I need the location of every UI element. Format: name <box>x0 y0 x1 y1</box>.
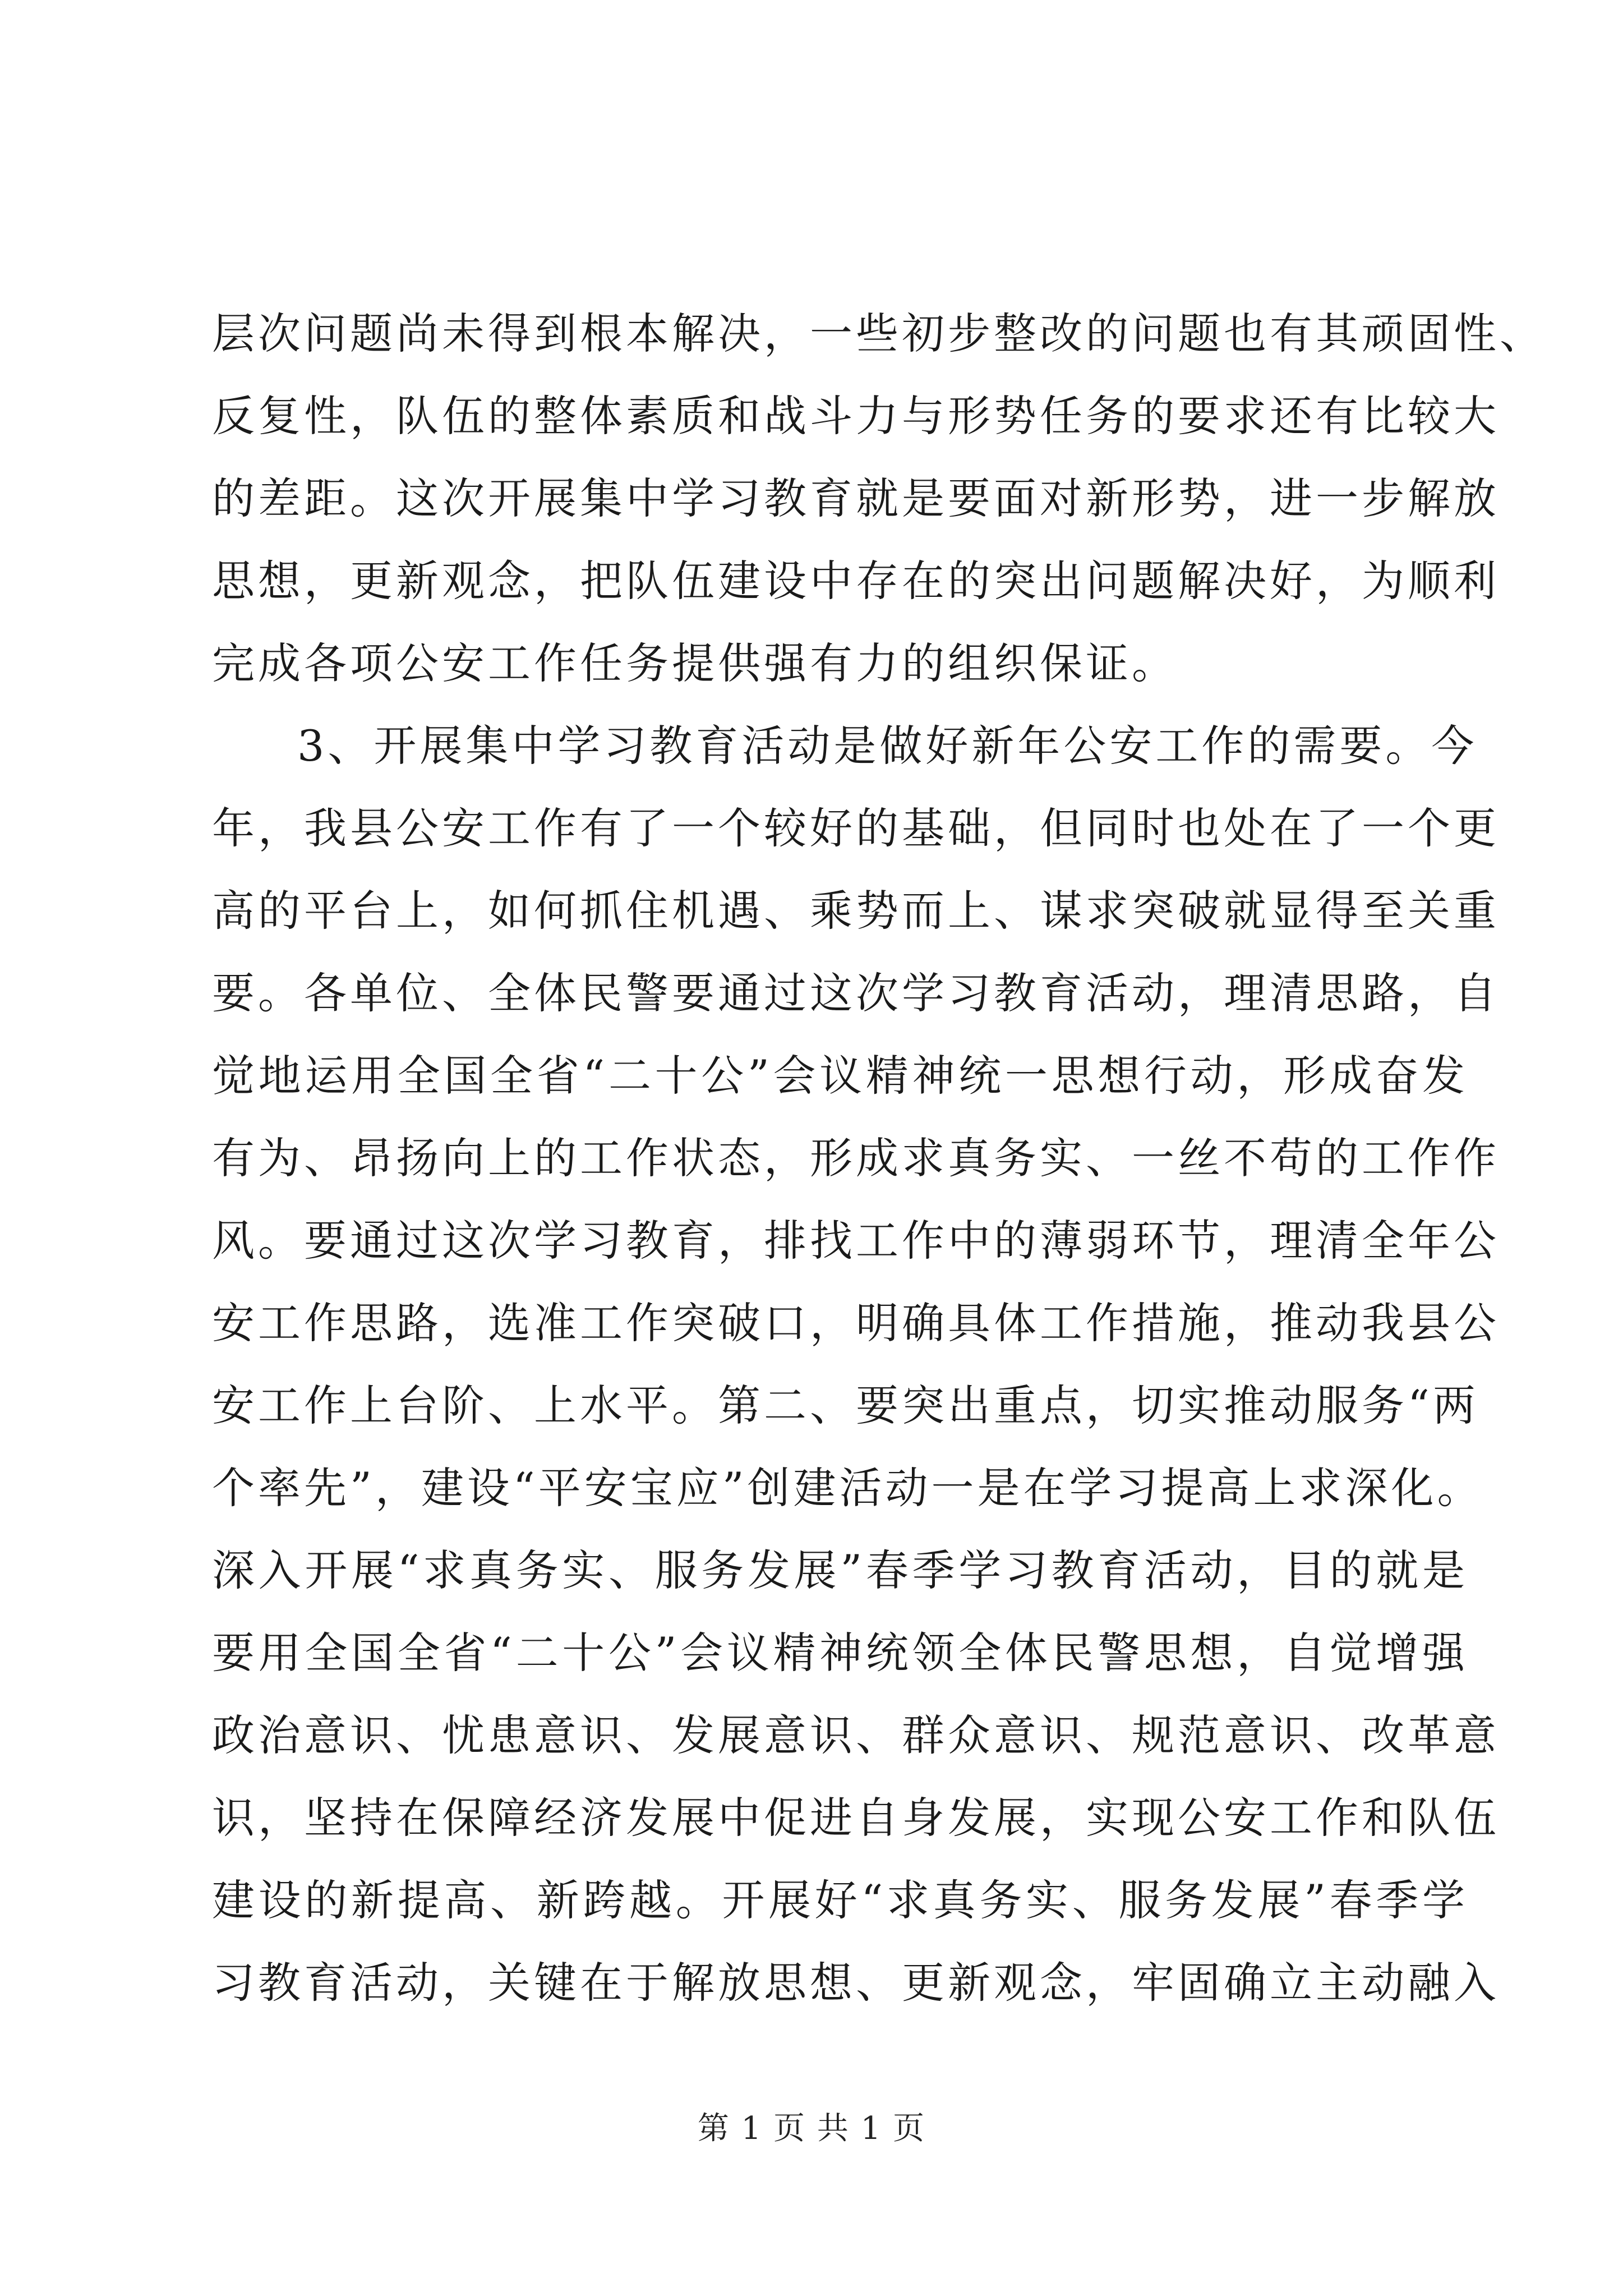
paragraph-first-line: 3、开展集中学习教育活动是做好新年公安工作的需要。今 <box>297 721 1478 771</box>
text-line: 个率先”，建设“平安宝应”创建活动一是在学习提高上求深化。 <box>212 1463 1483 1513</box>
text-line: 要。各单位、全体民警要通过这次学习教育活动，理清思路，自 <box>212 968 1500 1018</box>
text-line: 建设的新提高、新跨越。开展好“求真务实、服务发展”春季学 <box>212 1875 1468 1925</box>
text-line: 有为、昂扬向上的工作状态，形成求真务实、一丝不苟的工作作 <box>212 1133 1500 1183</box>
text-line: 觉地运用全国全省“二十公”会议精神统一思想行动，形成奋发 <box>212 1051 1468 1101</box>
text-line: 要用全国全省“二十公”会议精神统领全体民警思想，自觉增强 <box>212 1628 1468 1678</box>
text-line: 完成各项公安工作任务提供强有力的组织保证。 <box>212 638 1178 688</box>
page-footer: 第 1 页 共 1 页 <box>697 2110 926 2147</box>
text-line: 安工作思路，选准工作突破口，明确具体工作措施，推动我县公 <box>212 1298 1500 1348</box>
text-line: 思想，更新观念，把队伍建设中存在的突出问题解决好，为顺利 <box>212 556 1500 606</box>
text-line: 政治意识、忧患意识、发展意识、群众意识、规范意识、改革意 <box>212 1710 1500 1760</box>
text-line: 年，我县公安工作有了一个较好的基础，但同时也处在了一个更 <box>212 803 1500 853</box>
text-line: 安工作上台阶、上水平。第二、要突出重点，切实推动服务“两 <box>212 1381 1479 1430</box>
text-line: 的差距。这次开展集中学习教育就是要面对新形势，进一步解放 <box>212 473 1500 523</box>
text-line: 识，坚持在保障经济发展中促进自身发展，实现公安工作和队伍 <box>212 1793 1500 1843</box>
text-line: 深入开展“求真务实、服务发展”春季学习教育活动，目的就是 <box>212 1545 1468 1595</box>
text-line: 反复性，队伍的整体素质和战斗力与形势任务的要求还有比较大 <box>212 391 1500 441</box>
text-line: 风。要通过这次学习教育，排找工作中的薄弱环节，理清全年公 <box>212 1216 1500 1266</box>
text-line: 高的平台上，如何抓住机遇、乘势而上、谋求突破就显得至关重 <box>212 886 1500 936</box>
text-line: 习教育活动，关键在于解放思想、更新观念，牢固确立主动融入 <box>212 1958 1500 2008</box>
text-line: 层次问题尚未得到根本解决，一些初步整改的问题也有其顽固性、 <box>212 309 1546 358</box>
